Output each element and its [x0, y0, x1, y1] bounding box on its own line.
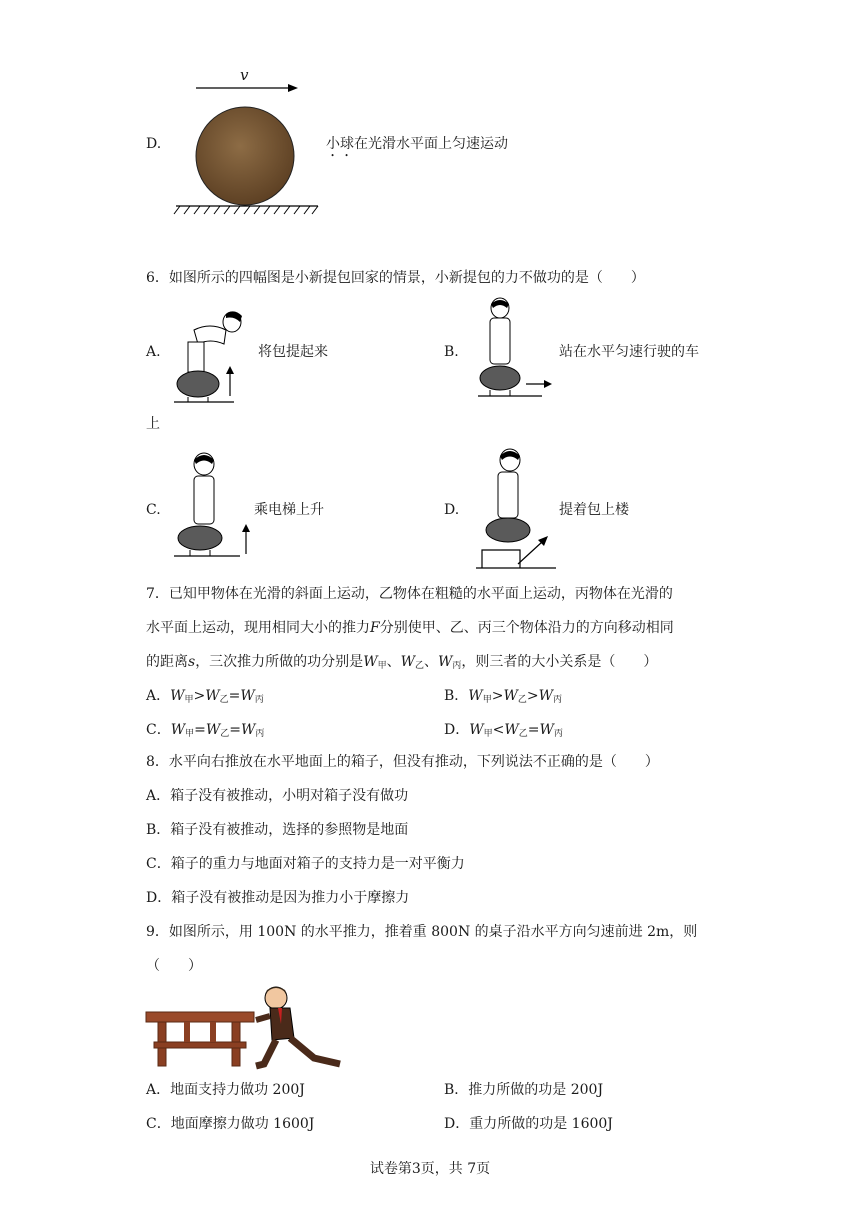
pushing-table-figure: [144, 984, 344, 1070]
q8-option-b: B．箱子没有被推动，选择的参照物是地面: [146, 822, 409, 838]
q6-option-b-text-cont: 上: [146, 416, 160, 432]
q6-option-b-label: B.: [444, 344, 459, 360]
q6-figure-c: [170, 450, 260, 562]
q7-option-d: D．$W_甲<W_乙=W_丙$: [444, 722, 563, 739]
q6-option-d-label: D.: [444, 502, 460, 518]
q9-stem-line-2: （ ）: [146, 958, 202, 974]
q6-figure-d: [472, 444, 562, 572]
q8-option-d: D．箱子没有被推动是因为推力小于摩擦力: [146, 890, 410, 906]
velocity-label: v: [240, 66, 249, 84]
q8-stem: 8．水平向右推放在水平地面上的箱子，但没有推动，下列说法不正确的是（ ）: [146, 754, 659, 770]
q6-option-c-label: C.: [146, 502, 161, 518]
q9-option-b: B．推力所做的功是 200J: [444, 1082, 604, 1098]
q8-option-a: A．箱子没有被推动，小明对箱子没有做功: [146, 788, 409, 804]
emphasis-dotted-text: 小球: [326, 136, 354, 152]
table-top: [146, 1012, 254, 1022]
q7-option-b: B．$W_甲>W_乙>W_丙$: [444, 688, 562, 705]
velocity-arrow-head: [288, 84, 298, 92]
ground-hatch: [174, 206, 318, 214]
q5-option-d-text: 小球在光滑水平面上匀速运动: [326, 136, 508, 152]
q9-option-a: A．地面支持力做功 200J: [146, 1082, 305, 1098]
q6-option-c-text: 乘电梯上升: [254, 502, 324, 518]
q7-option-c: C．$W_甲=W_乙=W_丙$: [146, 722, 265, 739]
q7-line-1: 7．已知甲物体在光滑的斜面上运动，乙物体在粗糙的水平面上运动，丙物体在光滑的: [146, 586, 673, 602]
q7-line-3: 的距离s，三次推力所做的功分别是$W_甲$、$W_乙$、$W_丙$，则三者的大小关系是（ ）: [146, 654, 658, 671]
page-footer: 试卷第3页，共 7页: [369, 1161, 491, 1177]
q9-stem-line-1: 9．如图所示，用 100N 的水平推力，推着重 800N 的桌子沿水平方向匀速前进 2m，则: [146, 924, 698, 940]
q6-stem: 6．如图所示的四幅图是小新提包回家的情景，小新提包的力不做功的是（ ）: [146, 270, 645, 286]
q9-option-c: C．地面摩擦力做功 1600J: [146, 1116, 315, 1132]
q6-option-a-label: A.: [146, 344, 161, 360]
ball: [196, 107, 294, 205]
q8-option-c: C．箱子的重力与地面对箱子的支持力是一对平衡力: [146, 856, 465, 872]
q5-option-d-label: D.: [146, 136, 162, 152]
q6-figure-b: [476, 296, 556, 402]
q6-option-d-text: 提着包上楼: [559, 502, 629, 518]
q6-option-b-text: 站在水平匀速行驶的车: [559, 344, 699, 360]
ball-figure: [170, 62, 330, 222]
q6-option-a-text: 将包提起来: [258, 344, 328, 360]
q7-line-2: 水平面上运动，现用相同大小的推力F分别使甲、乙、丙三个物体沿力的方向移动相同: [146, 620, 674, 636]
q7-option-a: A．$W_甲>W_乙=W_丙$: [146, 688, 264, 705]
q6-figure-a: [170, 304, 250, 404]
q9-option-d: D．重力所做的功是 1600J: [444, 1116, 613, 1132]
